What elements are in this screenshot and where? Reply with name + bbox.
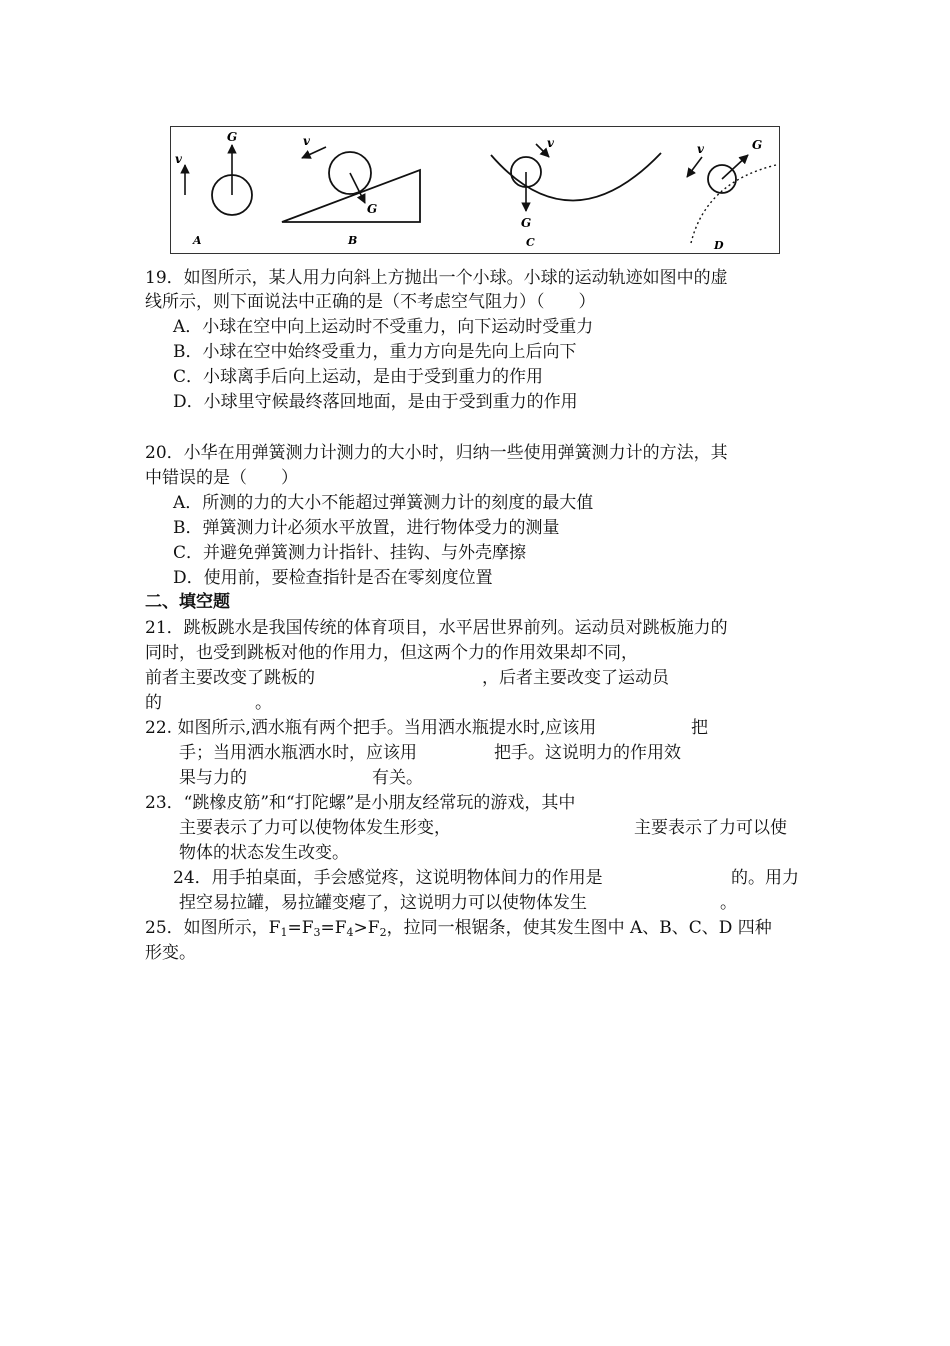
gravity-label: G xyxy=(521,216,532,230)
equals-sign: = xyxy=(320,918,335,938)
dotted-trajectory xyxy=(691,165,776,243)
force-f1: F xyxy=(268,918,281,938)
q20-stem-line2: 中错误的是（ ） xyxy=(145,468,298,488)
equals-sign: = xyxy=(287,918,302,938)
q19-stem-line1: 19．如图所示，某人用力向斜上方抛出一个小球。小球的运动轨迹如图中的虚 xyxy=(145,268,728,288)
force-f4: F xyxy=(334,918,347,938)
gravity-arrow xyxy=(350,173,365,203)
subscript-1: 1 xyxy=(280,926,288,939)
subscript-4: 4 xyxy=(346,926,354,939)
gravity-label: G xyxy=(227,130,238,144)
subscript-2: 2 xyxy=(379,926,387,939)
q24-line2a: 捏空易拉罐，易拉罐变瘪了，这说明力可以使物体发生 xyxy=(179,893,587,913)
q20-option-c: C．并避免弹簧测力计指针、挂钩、与外壳摩擦 xyxy=(173,543,527,563)
q21-line2: 同时，也受到跳板对他的作用力，但这两个力的作用效果却不同， xyxy=(145,643,638,663)
q22-line3b: 有关。 xyxy=(372,768,423,788)
q24-line1a: 24．用手拍桌面，手会感觉疼，这说明物体间力的作用是 xyxy=(173,868,603,888)
q25-suffix: ，拉同一根锯条，使其发生图中 A、B、C、D 四种 xyxy=(386,918,772,938)
q23-line2b: 主要表示了力可以使 xyxy=(634,818,787,838)
q22-line3a: 果与力的 xyxy=(179,768,247,788)
diagram-a xyxy=(175,130,252,247)
velocity-label: v xyxy=(697,142,704,156)
label-d: D xyxy=(714,239,724,252)
q25-line2: 形变。 xyxy=(145,943,196,963)
q19-option-a: A．小球在空中向上运动时不受重力，向下运动时受重力 xyxy=(173,317,594,337)
q23-line2a: 主要表示了力可以使物体发生形变， xyxy=(179,818,451,838)
q21-line3b: ，后者主要改变了运动员 xyxy=(482,668,669,688)
q21-line3a: 前者主要改变了跳板的 xyxy=(145,668,315,688)
q22-line1b: 把 xyxy=(691,718,708,738)
q23-line1: 23．“跳橡皮筋”和“打陀螺”是小朋友经常玩的游戏，其中 xyxy=(145,793,576,813)
q24-line1b: 的。用力 xyxy=(731,868,799,888)
q21-line4b: 。 xyxy=(255,693,272,713)
force-diagram xyxy=(171,127,781,255)
q20-option-b: B．弹簧测力计必须水平放置，进行物体受力的测量 xyxy=(173,518,560,538)
section-heading: 二、填空题 xyxy=(145,592,230,612)
velocity-label: v xyxy=(303,134,310,148)
q19-stem-line2: 线所示，则下面说法中正确的是（不考虑空气阻力）（ ） xyxy=(145,292,596,312)
incline xyxy=(282,170,420,222)
q21-line4a: 的 xyxy=(145,693,162,713)
label-b: B xyxy=(348,234,358,247)
subscript-3: 3 xyxy=(313,926,321,939)
q21-line1: 21．跳板跳水是我国传统的体育项目，水平居世界前列。运动员对跳板施力的 xyxy=(145,618,728,638)
gravity-label: G xyxy=(367,202,378,216)
velocity-label: v xyxy=(547,136,554,150)
velocity-label: v xyxy=(175,152,182,166)
q22-line2a: 手；当用洒水瓶洒水时，应该用 xyxy=(179,743,417,763)
label-a: A xyxy=(193,234,202,247)
label-c: C xyxy=(526,236,535,249)
q20-option-d: D．使用前，要检查指针是否在零刻度位置 xyxy=(173,568,493,588)
diagram-b xyxy=(282,134,420,247)
diagram-d xyxy=(687,138,776,252)
diagram-c xyxy=(491,136,661,249)
q20-option-a: A．所测的力的大小不能超过弹簧测力计的刻度的最大值 xyxy=(173,493,594,513)
physics-figure xyxy=(170,126,780,254)
velocity-arrow xyxy=(302,147,326,158)
force-f2: F xyxy=(367,918,380,938)
q25-prefix: 25．如图所示， xyxy=(145,918,269,938)
q25-line1 xyxy=(145,916,772,945)
q19-option-c: C．小球离手后向上运动，是由于受到重力的作用 xyxy=(173,367,544,387)
q22-line1a: 22. 如图所示,洒水瓶有两个把手。当用洒水瓶提水时,应该用 xyxy=(145,718,597,738)
velocity-arrow xyxy=(687,157,702,177)
q24-line2b: 。 xyxy=(720,893,737,913)
q23-line3: 物体的状态发生改变。 xyxy=(179,843,349,863)
gravity-label: G xyxy=(752,138,763,152)
greater-than-sign: > xyxy=(353,918,368,938)
q19-option-b: B．小球在空中始终受重力，重力方向是先向上后向下 xyxy=(173,342,577,362)
q20-stem-line1: 20．小华在用弹簧测力计测力的大小时，归纳一些使用弹簧测力计的方法，其 xyxy=(145,443,728,463)
q22-line2b: 把手。这说明力的作用效 xyxy=(494,743,681,763)
force-f3: F xyxy=(301,918,314,938)
q19-option-d: D．小球里守候最终落回地面，是由于受到重力的作用 xyxy=(173,392,578,412)
